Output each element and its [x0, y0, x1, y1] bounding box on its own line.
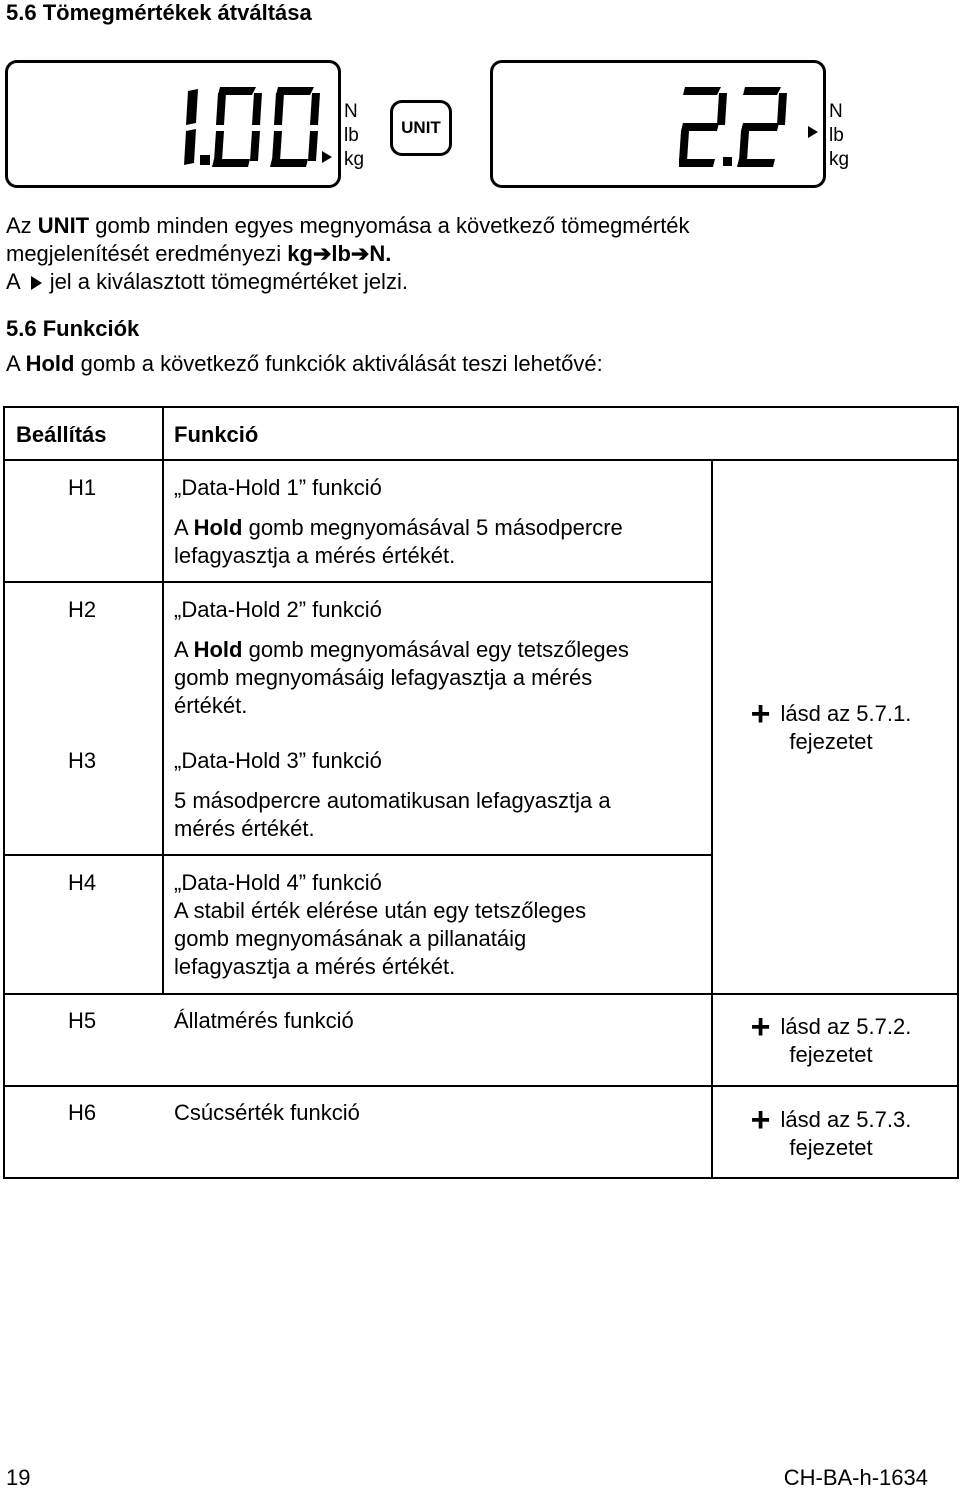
row-setting-h5: H5 — [68, 1008, 97, 1033]
unit-desc-line-1: Az UNIT gomb minden egyes megnyomása a következő tömegmérték — [6, 213, 690, 238]
section-title-functions: 5.6 Funkciók — [6, 316, 140, 341]
row-setting-h3: H3 — [68, 748, 97, 773]
row-setting-h1: H1 — [68, 475, 97, 500]
table-header-setting: Beállítás — [16, 422, 107, 447]
unit-label-n: N — [344, 101, 358, 122]
row-function-h3: „Data-Hold 3” funkció 5 másodpercre automatikusan lefagyasztja a mérés értékét. — [174, 748, 611, 841]
unit-button-label: UNIT — [401, 118, 441, 137]
row-setting-h2: H2 — [68, 597, 97, 622]
unit-label-n: N — [829, 101, 843, 122]
unit-label-kg: kg — [829, 149, 850, 170]
lcd-digits-left — [174, 87, 334, 167]
unit-label-kg: kg — [344, 149, 365, 170]
unit-label-lb: lb — [829, 125, 844, 146]
lcd-display-right — [490, 60, 826, 188]
section-title-units: 5.6 Tömegmértékek átváltása — [6, 0, 312, 25]
unit-label-lb: lb — [344, 125, 359, 146]
row-function-h4: „Data-Hold 4” funkció A stabil érték elérése után egy tetszőleges gomb megnyomásának a pillanatáig lefagyasztja a mérés értékét. — [174, 870, 587, 979]
chapter-reference-h6: + lásd az 5.7.3. fejezetet — [750, 1101, 912, 1160]
row-setting-h6: H6 — [68, 1100, 97, 1125]
lcd-display-left — [5, 60, 341, 188]
unit-desc-line-3: A jel a kiválasztott tömegmértéket jelzi. — [6, 269, 408, 294]
row-function-h1: „Data-Hold 1” funkció A Hold gomb megnyomásával 5 másodpercre lefagyasztja a mérés értékét. — [174, 475, 623, 568]
unit-indicator-arrow-left — [322, 151, 332, 163]
unit-labels-right — [829, 100, 849, 172]
unit-desc-line-2: megjelenítését eredményezi kg➔lb➔N. — [6, 241, 392, 266]
row-function-h2: „Data-Hold 2” funkció A Hold gomb megnyomásával egy tetszőleges gomb megnyomásáig lefagyasztja a mérés értékét. — [174, 597, 629, 718]
row-setting-h4: H4 — [68, 870, 97, 895]
chapter-reference-h5: + lásd az 5.7.2. fejezetet — [750, 1008, 912, 1067]
functions-intro: A Hold gomb a következő funkciók aktiválását teszi lehetővé: — [6, 351, 603, 376]
plus-icon: + — [750, 1101, 771, 1139]
unit-labels-left — [344, 100, 364, 172]
unit-description — [6, 212, 946, 296]
table-header-function: Funkció — [174, 422, 259, 447]
chapter-reference-h1-h4: + lásd az 5.7.1. fejezetet — [750, 695, 912, 754]
row-function-h6: Csúcsérték funkció — [174, 1100, 360, 1125]
unit-indicator-arrow-right — [808, 126, 818, 138]
plus-icon: + — [750, 1008, 771, 1046]
selection-arrow-icon — [31, 276, 42, 290]
lcd-digits-right — [679, 87, 799, 167]
row-function-h5: Állatmérés funkció — [174, 1008, 354, 1033]
page-number: 19 — [6, 1465, 31, 1490]
plus-icon: + — [750, 695, 771, 733]
document-id: CH-BA-h-1634 — [783, 1465, 928, 1490]
unit-button-icon — [390, 100, 452, 156]
